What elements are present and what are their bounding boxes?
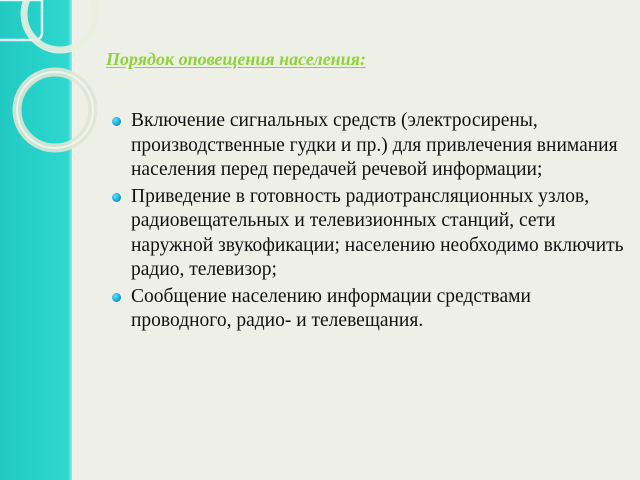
ring-decoration-icon — [0, 0, 110, 170]
bullet-dot-icon — [112, 193, 121, 202]
list-item — [112, 109, 628, 183]
bullet-text: Приведение в готовность радиотрансляционных узлов, радиовещательных и телевизионных станций, сети наружной звукофикации; населению необходимо включить радио, телевизор; — [131, 185, 624, 280]
bullet-dot-icon — [112, 117, 121, 126]
list-item — [112, 285, 628, 334]
bullet-text: Включение сигнальных средств (электросирены, производственные гудки и пр.) для привлечения внимания населения перед передачей речевой информации; — [131, 110, 618, 180]
slide-title: Порядок оповещения населения: — [106, 49, 366, 69]
bullet-list — [112, 109, 628, 336]
bullet-dot-icon — [112, 293, 121, 302]
list-item — [112, 185, 628, 283]
bullet-text: Сообщение населению информации средствами проводного, радио- и телевещания. — [131, 285, 531, 331]
